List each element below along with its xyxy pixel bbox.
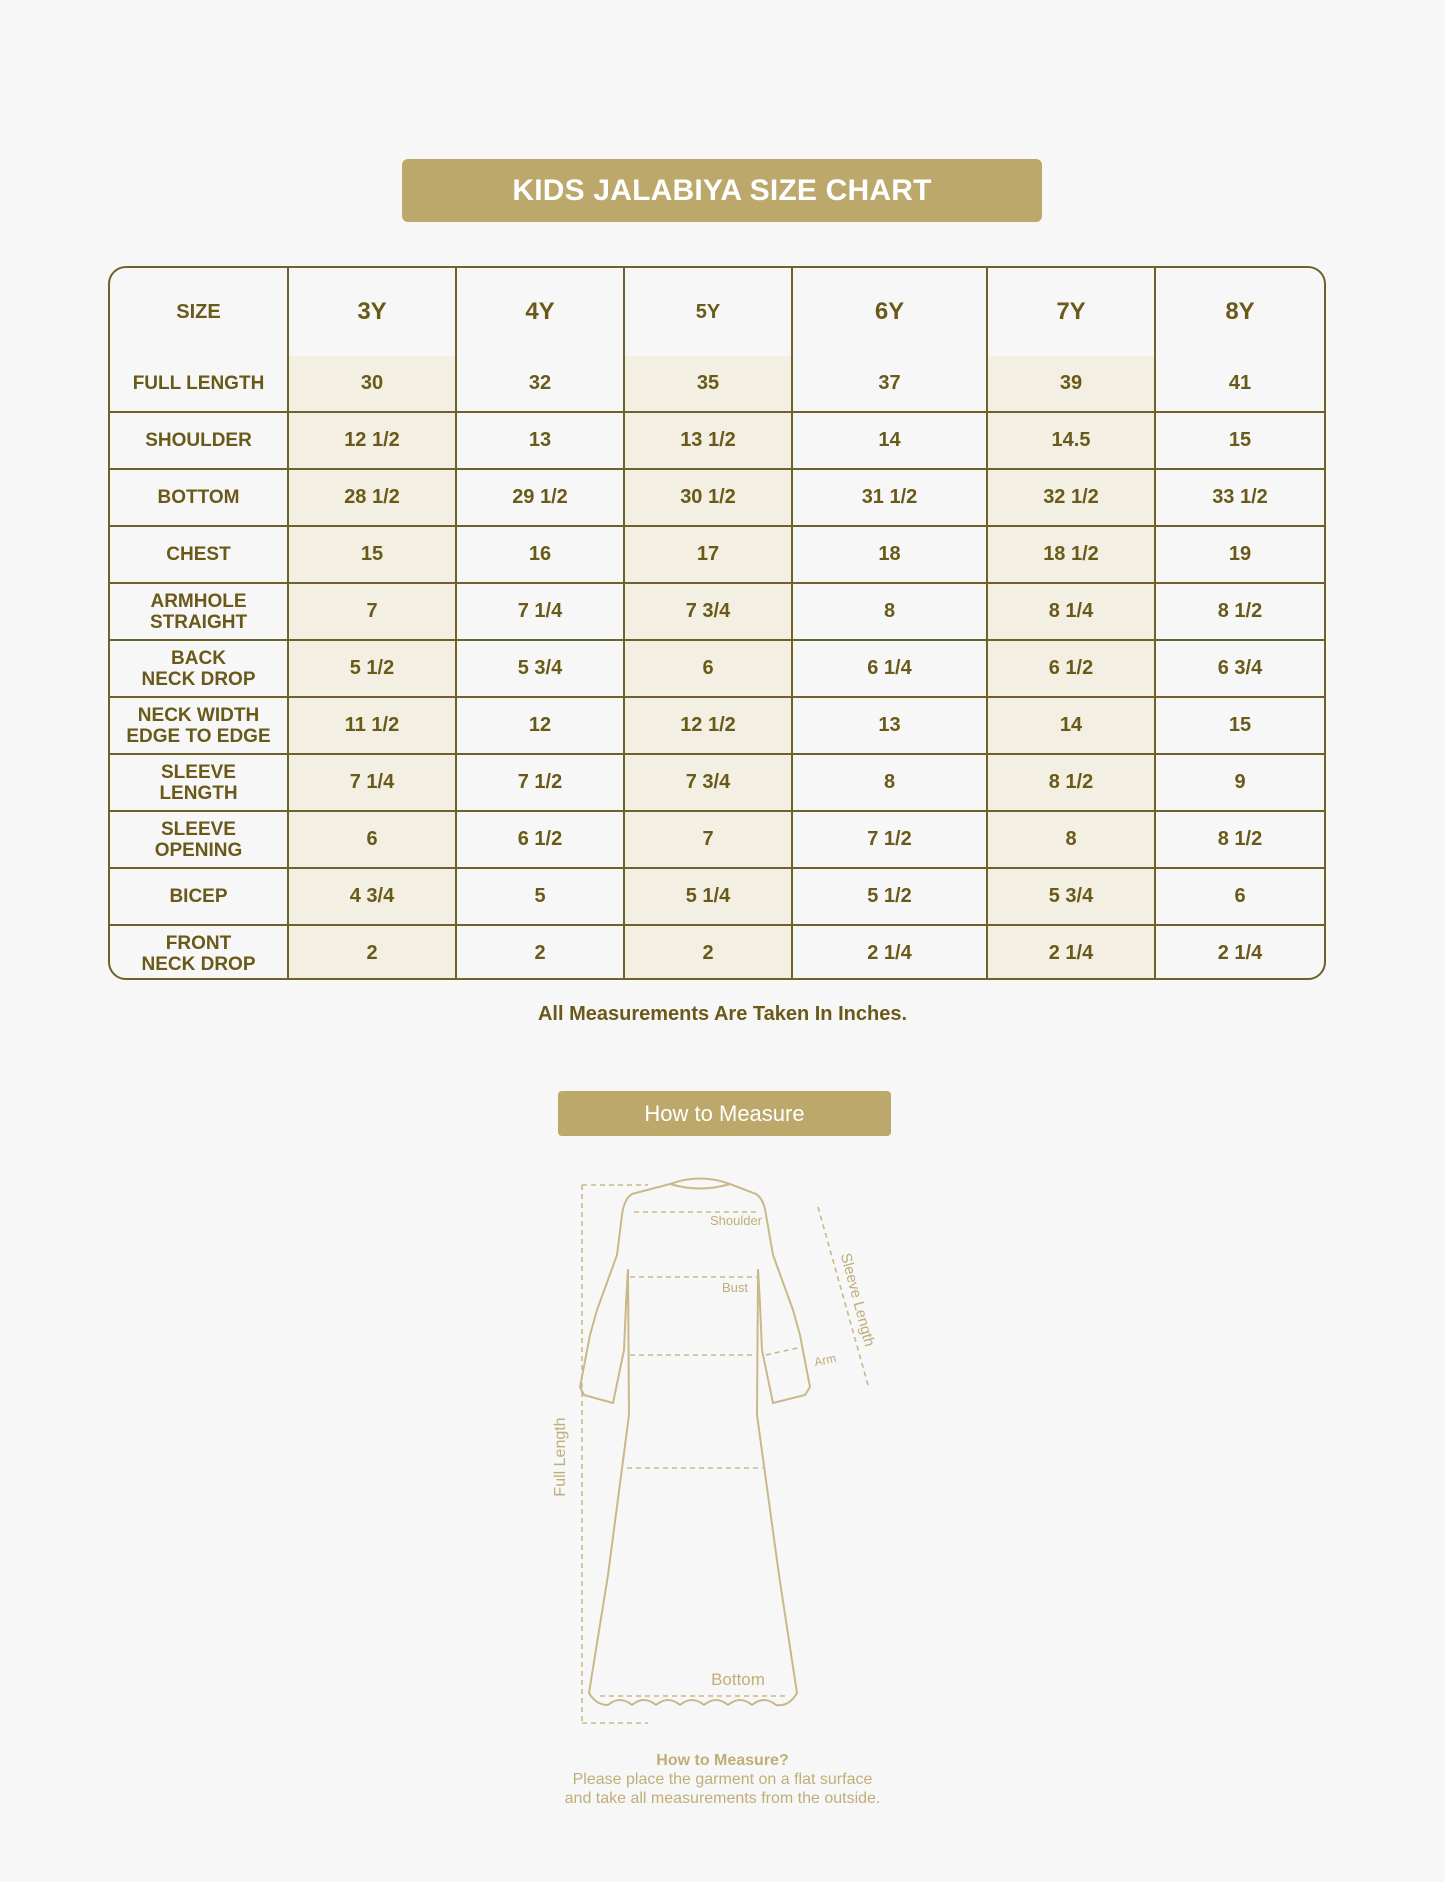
row-label-line: BOTTOM <box>157 487 240 508</box>
footer-title: How to Measure? <box>656 1752 789 1769</box>
table-row <box>110 697 1324 754</box>
table-cell: 6 1/2 <box>987 640 1155 697</box>
size-column-header: 8Y <box>1225 298 1255 325</box>
row-label <box>110 811 288 868</box>
table-cell: 7 3/4 <box>624 583 792 640</box>
arm-label: Arm <box>812 1350 838 1370</box>
table-cell: 15 <box>288 526 456 583</box>
table-row <box>110 640 1324 697</box>
table-cell: 8 1/2 <box>987 754 1155 811</box>
table-cell: 14 <box>792 412 987 469</box>
row-label-line: STRAIGHT <box>149 611 248 633</box>
measurement-note: All Measurements Are Taken In Inches. <box>537 1003 907 1025</box>
table-cell: 7 <box>624 811 792 868</box>
table-cell: 5 3/4 <box>987 868 1155 925</box>
table-cell: 5 1/2 <box>792 868 987 925</box>
table-cell: 8 <box>987 811 1155 868</box>
table-row <box>110 811 1324 868</box>
table-cell: 13 <box>792 697 987 754</box>
table-cell: 5 1/2 <box>288 640 456 697</box>
table-cell: 16 <box>456 526 624 583</box>
row-label <box>110 526 288 583</box>
size-header-label: SIZE <box>110 268 288 356</box>
shoulder-label: Shoulder <box>709 1213 763 1228</box>
table-cell: 30 1/2 <box>624 469 792 526</box>
table-cell: 8 1/2 <box>1155 583 1324 640</box>
table-cell: 7 <box>288 583 456 640</box>
table-row <box>110 526 1324 583</box>
table-cell: 29 1/2 <box>456 469 624 526</box>
table-row <box>110 469 1324 526</box>
chart-title: KIDS JALABIYA SIZE CHART <box>512 173 932 207</box>
table-cell: 12 1/2 <box>288 412 456 469</box>
table-row <box>110 925 1324 980</box>
table-cell: 9 <box>1155 754 1324 811</box>
row-label-line: FULL LENGTH <box>132 373 265 394</box>
collar-line <box>670 1184 730 1189</box>
how-to-measure-title: How to Measure <box>644 1100 805 1126</box>
row-label-line: BACK <box>171 647 226 669</box>
garment-diagram <box>530 1175 910 1735</box>
row-label-line: NECK DROP <box>141 668 256 690</box>
table-cell: 7 1/4 <box>456 583 624 640</box>
table-cell: 5 <box>456 868 624 925</box>
arm-measure-line <box>766 1347 802 1355</box>
table-cell: 6 <box>624 640 792 697</box>
row-label-line: EDGE TO EDGE <box>126 725 271 747</box>
size-column-header: 4Y <box>456 268 624 356</box>
row-label-line: CHEST <box>166 544 231 565</box>
table-cell: 8 <box>792 754 987 811</box>
table-cell: 32 1/2 <box>987 469 1155 526</box>
table-cell: 7 1/2 <box>456 754 624 811</box>
table-cell: 18 1/2 <box>987 526 1155 583</box>
table-cell: 7 3/4 <box>624 754 792 811</box>
row-label-line: LENGTH <box>159 782 238 804</box>
table-cell: 6 <box>288 811 456 868</box>
row-label-line: OPENING <box>154 839 243 861</box>
table-cell: 19 <box>1155 526 1324 583</box>
row-label-line: NECK DROP <box>141 953 256 975</box>
table-cell: 37 <box>792 356 987 412</box>
table-cell: 15 <box>1155 697 1324 754</box>
table-cell: 17 <box>624 526 792 583</box>
table-cell: 6 3/4 <box>1155 640 1324 697</box>
table-cell: 12 <box>456 697 624 754</box>
table-cell: 8 <box>792 583 987 640</box>
table-cell: 8 1/4 <box>987 583 1155 640</box>
table-cell: 5 3/4 <box>456 640 624 697</box>
bust-label: Bust <box>721 1280 749 1295</box>
footer-line: and take all measurements from the outside. <box>564 1790 881 1807</box>
size-column-header: 7Y <box>987 268 1155 356</box>
row-label-line: SLEEVE <box>161 818 236 840</box>
table-row <box>110 754 1324 811</box>
row-label <box>110 412 288 469</box>
table-cell: 5 1/4 <box>624 868 792 925</box>
measure-instructions <box>0 1751 1445 1808</box>
table-cell: 2 <box>288 925 456 980</box>
size-column-header: 5Y <box>624 268 792 356</box>
row-label-line: FRONT <box>165 932 232 954</box>
row-label <box>110 356 288 412</box>
row-label-line: ARMHOLE <box>150 590 247 612</box>
row-label <box>110 640 288 697</box>
bottom-label: Bottom <box>711 1670 765 1689</box>
table-cell: 6 1/2 <box>456 811 624 868</box>
row-label-line: SLEEVE <box>161 761 236 783</box>
dress-outline <box>580 1179 810 1706</box>
table-cell: 7 1/4 <box>288 754 456 811</box>
table-cell: 8 1/2 <box>1155 811 1324 868</box>
table-cell: 2 <box>456 925 624 980</box>
table-cell: 4 3/4 <box>288 868 456 925</box>
table-cell: 6 <box>1155 868 1324 925</box>
table-cell: 31 1/2 <box>792 469 987 526</box>
size-column-header: 3Y <box>288 268 456 356</box>
table-cell: 13 1/2 <box>624 412 792 469</box>
row-label <box>110 925 288 980</box>
full-length-label: Full Length <box>552 1417 569 1497</box>
table-row <box>110 356 1324 412</box>
table-cell: 13 <box>456 412 624 469</box>
table-header-row <box>110 268 1324 356</box>
table-cell: 11 1/2 <box>288 697 456 754</box>
table-cell: 2 1/4 <box>792 925 987 980</box>
table-cell: 12 1/2 <box>624 697 792 754</box>
footer-line: Please place the garment on a flat surface <box>572 1771 873 1788</box>
size-column-header: 6Y <box>792 268 987 356</box>
row-label-line: BICEP <box>169 886 228 907</box>
size-chart-table <box>108 266 1326 980</box>
row-label <box>110 697 288 754</box>
table-cell: 14.5 <box>987 412 1155 469</box>
row-label <box>110 868 288 925</box>
how-to-measure-banner <box>558 1091 891 1136</box>
table-cell: 2 1/4 <box>987 925 1155 980</box>
row-label-line: NECK WIDTH <box>137 704 260 726</box>
row-label-line: SHOULDER <box>145 430 252 451</box>
table-cell: 2 1/4 <box>1217 942 1263 964</box>
table-cell: 15 <box>1155 412 1324 469</box>
table-cell: 35 <box>624 356 792 412</box>
table-cell: 33 1/2 <box>1155 469 1324 526</box>
table-cell: 14 <box>987 697 1155 754</box>
chart-title-banner <box>402 159 1042 222</box>
sleeve-length-label: Sleeve Length <box>836 1251 878 1349</box>
table-row <box>110 868 1324 925</box>
table-cell: 32 <box>456 356 624 412</box>
row-label <box>110 754 288 811</box>
table-cell: 28 1/2 <box>288 469 456 526</box>
table-cell: 41 <box>1155 356 1324 412</box>
row-label <box>110 583 288 640</box>
table-row <box>110 412 1324 469</box>
table-cell: 7 1/2 <box>792 811 987 868</box>
table-row <box>110 583 1324 640</box>
table-cell: 39 <box>987 356 1155 412</box>
table-cell: 30 <box>288 356 456 412</box>
row-label <box>110 469 288 526</box>
table-cell: 18 <box>792 526 987 583</box>
table-cell: 2 <box>624 925 792 980</box>
table-cell: 6 1/4 <box>792 640 987 697</box>
